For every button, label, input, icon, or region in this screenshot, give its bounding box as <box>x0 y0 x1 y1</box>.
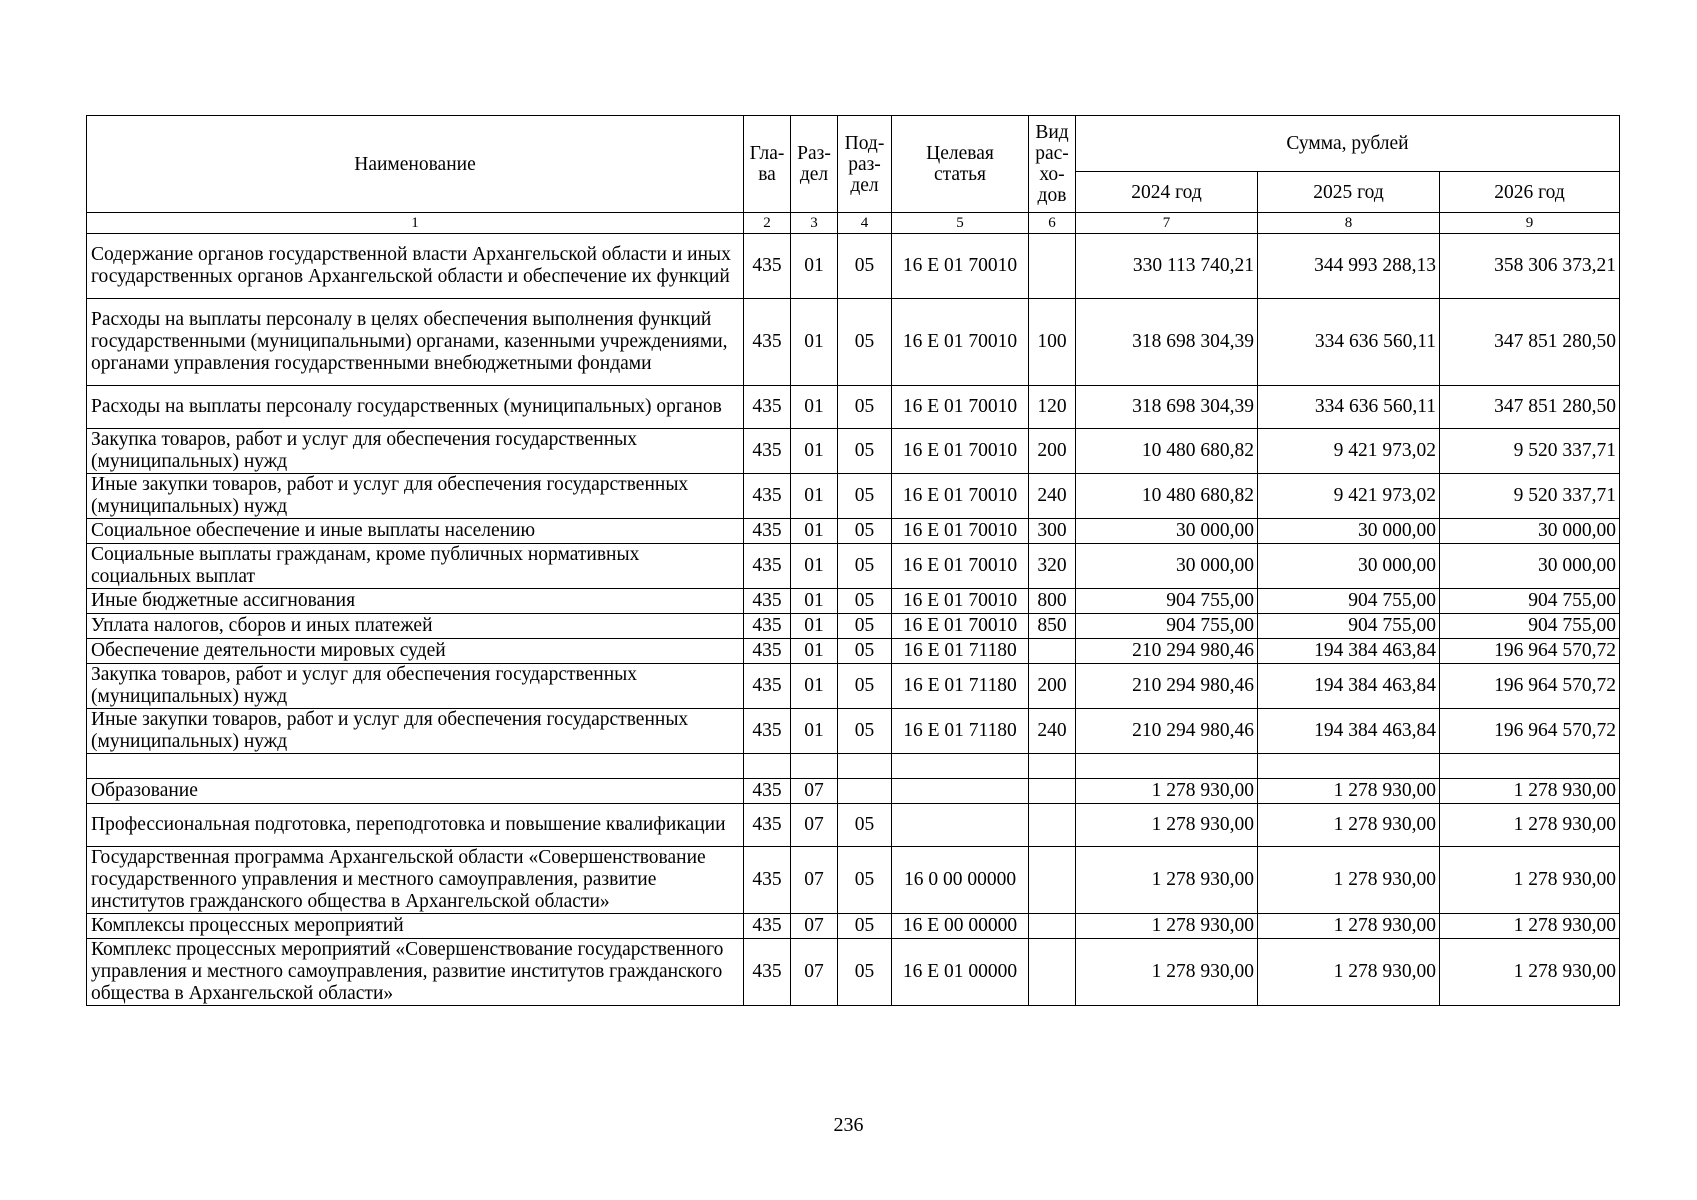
table-row <box>87 754 1620 779</box>
row-amount-2024: 330 113 740,21 <box>1076 234 1258 299</box>
table-row <box>87 544 1620 589</box>
row-glava: 435 <box>744 474 791 519</box>
row-expense-type: 850 <box>1029 614 1076 639</box>
row-podrazdel: 05 <box>838 847 892 914</box>
row-podrazdel: 05 <box>838 589 892 614</box>
row-name: Образование <box>87 779 744 804</box>
row-target-article: 16 Е 01 70010 <box>892 519 1029 544</box>
budget-table <box>86 115 1620 1006</box>
row-amount-2024: 10 480 680,82 <box>1076 474 1258 519</box>
row-amount-2026: 196 964 570,72 <box>1440 664 1620 709</box>
row-name: Социальное обеспечение и иные выплаты населению <box>87 519 744 544</box>
table-row <box>87 589 1620 614</box>
row-amount-2026: 1 278 930,00 <box>1440 939 1620 1006</box>
row-amount-2024: 1 278 930,00 <box>1076 914 1258 939</box>
column-number: 1 <box>87 213 744 234</box>
row-name: Содержание органов государственной власти Архангельской области и иных государственных органов Архангельской области и обеспечение их функций <box>87 234 744 299</box>
table-row <box>87 639 1620 664</box>
row-amount-2025: 30 000,00 <box>1258 519 1440 544</box>
row-amount-2024: 210 294 980,46 <box>1076 709 1258 754</box>
row-amount-2026: 347 851 280,50 <box>1440 386 1620 429</box>
row-amount-2026: 9 520 337,71 <box>1440 474 1620 519</box>
row-glava: 435 <box>744 429 791 474</box>
row-amount-2025: 194 384 463,84 <box>1258 664 1440 709</box>
row-amount-2026: 196 964 570,72 <box>1440 639 1620 664</box>
row-expense-type: 240 <box>1029 474 1076 519</box>
row-podrazdel: 05 <box>838 429 892 474</box>
header-target-article: Целевая статья <box>892 116 1029 213</box>
column-number: 3 <box>791 213 838 234</box>
table-row <box>87 914 1620 939</box>
row-podrazdel: 05 <box>838 386 892 429</box>
row-razdel: 07 <box>791 939 838 1006</box>
row-name: Комплексы процессных мероприятий <box>87 914 744 939</box>
row-glava: 435 <box>744 939 791 1006</box>
page-number: 236 <box>833 1114 864 1136</box>
row-name: Иные закупки товаров, работ и услуг для обеспечения государственных (муниципальных) нужд <box>87 709 744 754</box>
row-amount-2025: 334 636 560,11 <box>1258 299 1440 386</box>
row-razdel: 01 <box>791 639 838 664</box>
row-amount-2024: 1 278 930,00 <box>1076 939 1258 1006</box>
row-razdel: 01 <box>791 386 838 429</box>
row-name: Иные бюджетные ассигнования <box>87 589 744 614</box>
row-name: Иные закупки товаров, работ и услуг для обеспечения государственных (муниципальных) нужд <box>87 474 744 519</box>
row-glava: 435 <box>744 234 791 299</box>
table-row <box>87 709 1620 754</box>
row-target-article: 16 Е 00 00000 <box>892 914 1029 939</box>
row-amount-2024: 904 755,00 <box>1076 589 1258 614</box>
row-amount-2026 <box>1440 754 1620 779</box>
row-razdel: 01 <box>791 429 838 474</box>
row-amount-2025: 1 278 930,00 <box>1258 914 1440 939</box>
row-glava: 435 <box>744 519 791 544</box>
header-razdel: Раз- дел <box>791 116 838 213</box>
row-podrazdel <box>838 779 892 804</box>
row-amount-2024: 10 480 680,82 <box>1076 429 1258 474</box>
row-podrazdel: 05 <box>838 544 892 589</box>
row-glava: 435 <box>744 299 791 386</box>
row-razdel: 01 <box>791 544 838 589</box>
row-name: Закупка товаров, работ и услуг для обеспечения государственных (муниципальных) нужд <box>87 664 744 709</box>
row-amount-2025: 1 278 930,00 <box>1258 779 1440 804</box>
row-glava: 435 <box>744 614 791 639</box>
row-name: Уплата налогов, сборов и иных платежей <box>87 614 744 639</box>
row-glava: 435 <box>744 664 791 709</box>
table-row <box>87 847 1620 914</box>
column-number: 4 <box>838 213 892 234</box>
column-number: 9 <box>1440 213 1620 234</box>
row-expense-type: 200 <box>1029 664 1076 709</box>
row-podrazdel: 05 <box>838 709 892 754</box>
row-amount-2026: 1 278 930,00 <box>1440 804 1620 847</box>
column-number: 5 <box>892 213 1029 234</box>
row-amount-2025: 1 278 930,00 <box>1258 847 1440 914</box>
row-razdel: 01 <box>791 474 838 519</box>
row-podrazdel: 05 <box>838 804 892 847</box>
row-razdel: 01 <box>791 614 838 639</box>
row-podrazdel: 05 <box>838 614 892 639</box>
row-podrazdel: 05 <box>838 474 892 519</box>
row-expense-type <box>1029 847 1076 914</box>
row-name: Расходы на выплаты персоналу в целях обеспечения выполнения функций государственными (муниципальными) органами, казенными учреждениями, органами управления государственными внебюджетными фондами <box>87 299 744 386</box>
row-glava: 435 <box>744 544 791 589</box>
table-row <box>87 614 1620 639</box>
row-target-article: 16 Е 01 70010 <box>892 544 1029 589</box>
row-target-article <box>892 754 1029 779</box>
header-glava: Гла- ва <box>744 116 791 213</box>
table-row <box>87 474 1620 519</box>
row-amount-2024 <box>1076 754 1258 779</box>
row-target-article: 16 Е 01 70010 <box>892 589 1029 614</box>
row-podrazdel: 05 <box>838 639 892 664</box>
row-expense-type: 320 <box>1029 544 1076 589</box>
row-target-article: 16 0 00 00000 <box>892 847 1029 914</box>
row-amount-2026: 196 964 570,72 <box>1440 709 1620 754</box>
row-target-article: 16 Е 01 70010 <box>892 614 1029 639</box>
row-expense-type <box>1029 914 1076 939</box>
column-number: 7 <box>1076 213 1258 234</box>
row-target-article: 16 Е 01 70010 <box>892 429 1029 474</box>
row-amount-2024: 318 698 304,39 <box>1076 299 1258 386</box>
row-glava: 435 <box>744 804 791 847</box>
row-expense-type: 200 <box>1029 429 1076 474</box>
row-expense-type: 800 <box>1029 589 1076 614</box>
row-glava: 435 <box>744 589 791 614</box>
row-expense-type: 100 <box>1029 299 1076 386</box>
row-amount-2024: 30 000,00 <box>1076 519 1258 544</box>
row-name: Социальные выплаты гражданам, кроме публичных нормативных социальных выплат <box>87 544 744 589</box>
row-amount-2025: 1 278 930,00 <box>1258 804 1440 847</box>
row-amount-2025: 904 755,00 <box>1258 589 1440 614</box>
header-podrazdel: Под- раз- дел <box>838 116 892 213</box>
table-row <box>87 519 1620 544</box>
row-expense-type <box>1029 754 1076 779</box>
row-amount-2025: 9 421 973,02 <box>1258 474 1440 519</box>
row-amount-2025: 194 384 463,84 <box>1258 709 1440 754</box>
row-target-article: 16 Е 01 70010 <box>892 299 1029 386</box>
row-name: Профессиональная подготовка, переподготовка и повышение квалификации <box>87 804 744 847</box>
header-amount-group: Сумма, рублей <box>1076 116 1620 172</box>
row-amount-2026: 904 755,00 <box>1440 589 1620 614</box>
row-razdel: 07 <box>791 847 838 914</box>
row-amount-2024: 904 755,00 <box>1076 614 1258 639</box>
row-razdel: 01 <box>791 709 838 754</box>
row-target-article: 16 Е 01 00000 <box>892 939 1029 1006</box>
row-razdel: 01 <box>791 299 838 386</box>
row-amount-2026: 1 278 930,00 <box>1440 914 1620 939</box>
row-razdel: 07 <box>791 779 838 804</box>
row-glava: 435 <box>744 709 791 754</box>
row-glava: 435 <box>744 639 791 664</box>
row-amount-2025 <box>1258 754 1440 779</box>
row-amount-2026: 347 851 280,50 <box>1440 299 1620 386</box>
table-row <box>87 804 1620 847</box>
row-expense-type: 120 <box>1029 386 1076 429</box>
row-podrazdel: 05 <box>838 939 892 1006</box>
table-row <box>87 664 1620 709</box>
row-amount-2024: 318 698 304,39 <box>1076 386 1258 429</box>
row-expense-type <box>1029 779 1076 804</box>
row-amount-2026: 358 306 373,21 <box>1440 234 1620 299</box>
row-target-article: 16 Е 01 70010 <box>892 474 1029 519</box>
row-glava: 435 <box>744 847 791 914</box>
row-amount-2024: 30 000,00 <box>1076 544 1258 589</box>
row-expense-type <box>1029 639 1076 664</box>
row-amount-2024: 1 278 930,00 <box>1076 847 1258 914</box>
row-razdel: 07 <box>791 804 838 847</box>
row-podrazdel: 05 <box>838 664 892 709</box>
row-target-article: 16 Е 01 71180 <box>892 709 1029 754</box>
row-target-article <box>892 804 1029 847</box>
row-razdel: 01 <box>791 519 838 544</box>
row-name: Расходы на выплаты персоналу государственных (муниципальных) органов <box>87 386 744 429</box>
row-expense-type <box>1029 804 1076 847</box>
row-amount-2025: 1 278 930,00 <box>1258 939 1440 1006</box>
table-row <box>87 386 1620 429</box>
row-expense-type <box>1029 234 1076 299</box>
row-name <box>87 754 744 779</box>
row-glava <box>744 754 791 779</box>
row-podrazdel <box>838 754 892 779</box>
table-row <box>87 299 1620 386</box>
row-podrazdel: 05 <box>838 519 892 544</box>
row-podrazdel: 05 <box>838 234 892 299</box>
row-razdel: 07 <box>791 914 838 939</box>
row-amount-2026: 30 000,00 <box>1440 544 1620 589</box>
row-podrazdel: 05 <box>838 299 892 386</box>
row-amount-2026: 904 755,00 <box>1440 614 1620 639</box>
row-amount-2025: 30 000,00 <box>1258 544 1440 589</box>
column-number-row <box>87 213 1620 234</box>
row-name: Закупка товаров, работ и услуг для обеспечения государственных (муниципальных) нужд <box>87 429 744 474</box>
row-glava: 435 <box>744 779 791 804</box>
row-target-article <box>892 779 1029 804</box>
table-row <box>87 939 1620 1006</box>
row-amount-2024: 1 278 930,00 <box>1076 804 1258 847</box>
row-glava: 435 <box>744 386 791 429</box>
row-podrazdel: 05 <box>838 914 892 939</box>
row-razdel: 01 <box>791 589 838 614</box>
row-razdel <box>791 754 838 779</box>
table-body <box>87 234 1620 1006</box>
column-number: 8 <box>1258 213 1440 234</box>
row-amount-2025: 334 636 560,11 <box>1258 386 1440 429</box>
row-amount-2025: 904 755,00 <box>1258 614 1440 639</box>
header-name: Наименование <box>87 116 744 213</box>
row-amount-2026: 1 278 930,00 <box>1440 779 1620 804</box>
row-name: Комплекс процессных мероприятий «Совершенствование государственного управления и местного самоуправления, развитие институтов гражданского общества в Архангельской области» <box>87 939 744 1006</box>
row-amount-2024: 210 294 980,46 <box>1076 664 1258 709</box>
row-target-article: 16 Е 01 70010 <box>892 234 1029 299</box>
row-target-article: 16 Е 01 71180 <box>892 664 1029 709</box>
row-amount-2024: 210 294 980,46 <box>1076 639 1258 664</box>
row-razdel: 01 <box>791 234 838 299</box>
row-name: Государственная программа Архангельской области «Совершенствование государственного управления и местного самоуправления, развитие институтов гражданского общества в Архангельской области» <box>87 847 744 914</box>
row-name: Обеспечение деятельности мировых судей <box>87 639 744 664</box>
row-expense-type: 300 <box>1029 519 1076 544</box>
table-row <box>87 779 1620 804</box>
row-expense-type <box>1029 939 1076 1006</box>
table-row <box>87 429 1620 474</box>
row-target-article: 16 Е 01 70010 <box>892 386 1029 429</box>
row-amount-2025: 9 421 973,02 <box>1258 429 1440 474</box>
row-amount-2026: 1 278 930,00 <box>1440 847 1620 914</box>
header-year-2026: 2026 год <box>1440 172 1620 213</box>
row-amount-2025: 194 384 463,84 <box>1258 639 1440 664</box>
row-expense-type: 240 <box>1029 709 1076 754</box>
row-amount-2026: 9 520 337,71 <box>1440 429 1620 474</box>
row-amount-2026: 30 000,00 <box>1440 519 1620 544</box>
table-row <box>87 234 1620 299</box>
table-header <box>87 116 1620 234</box>
column-number: 2 <box>744 213 791 234</box>
header-year-2025: 2025 год <box>1258 172 1440 213</box>
row-target-article: 16 Е 01 71180 <box>892 639 1029 664</box>
row-razdel: 01 <box>791 664 838 709</box>
row-glava: 435 <box>744 914 791 939</box>
row-amount-2024: 1 278 930,00 <box>1076 779 1258 804</box>
column-number: 6 <box>1029 213 1076 234</box>
header-expense-type: Вид рас- хо- дов <box>1029 116 1076 213</box>
row-amount-2025: 344 993 288,13 <box>1258 234 1440 299</box>
header-year-2024: 2024 год <box>1076 172 1258 213</box>
